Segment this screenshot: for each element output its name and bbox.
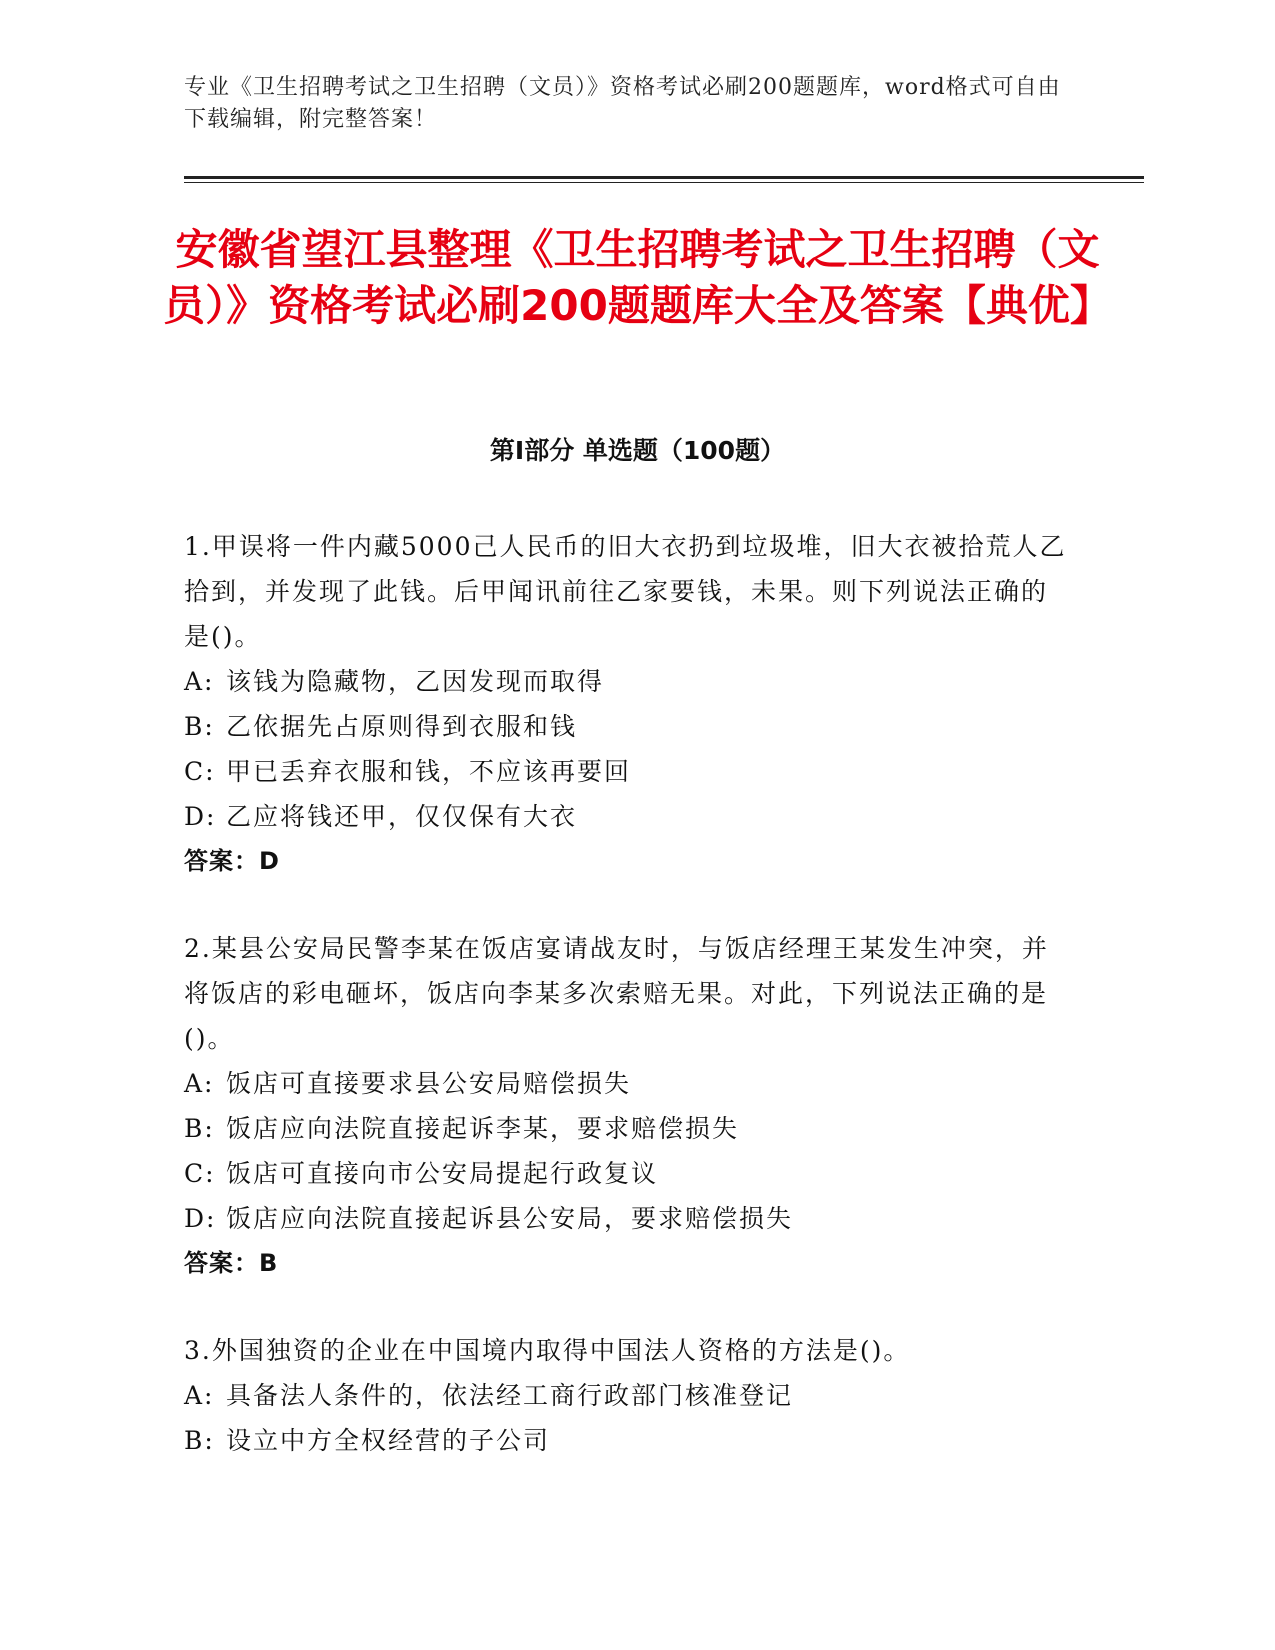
option-text: 乙依据先占原则得到衣服和钱 (226, 712, 578, 741)
question-stem: 1.甲误将一件内藏5000己人民币的旧大衣扔到垃圾堆，旧大衣被拾荒人乙拾到，并发现了此钱。后甲闻讯前往乙家要钱，未果。则下列说法正确的是()。 (184, 532, 1067, 651)
option-key: C: (184, 1159, 216, 1188)
document-title: 安徽省望江县整理《卫生招聘考试之卫生招聘（文员）》资格考试必刷200题题库大全及答案【典优】 (163, 225, 1112, 330)
question-list (184, 524, 1074, 1505)
option-text: 饭店应向法院直接起诉县公安局，要求赔偿损失 (226, 1204, 794, 1233)
option-b (184, 704, 1074, 749)
header-note: 专业《卫生招聘考试之卫生招聘（文员）》资格考试必刷200题题库，word格式可自由下载编辑，附完整答案！ (184, 75, 1061, 132)
option-key: D: (184, 1204, 217, 1233)
option-text: 甲已丢弃衣服和钱，不应该再要回 (226, 757, 632, 786)
option-text: 饭店应向法院直接起诉李某，要求赔偿损失 (226, 1114, 740, 1143)
option-key: C: (184, 757, 216, 786)
question-stem: 3.外国独资的企业在中国境内取得中国法人资格的方法是()。 (184, 1336, 911, 1365)
option-c (184, 1151, 1074, 1196)
option-key: A: (184, 1381, 215, 1410)
option-b (184, 1106, 1074, 1151)
option-b (184, 1418, 1074, 1463)
option-text: 饭店可直接要求县公安局赔偿损失 (226, 1069, 632, 1098)
option-text: 具备法人条件的，依法经工商行政部门核准登记 (226, 1381, 794, 1410)
option-d (184, 794, 1074, 839)
option-a (184, 659, 1074, 704)
option-key: D: (184, 802, 217, 831)
question-3 (184, 1328, 1074, 1463)
option-text: 饭店可直接向市公安局提起行政复议 (226, 1159, 659, 1188)
option-a (184, 1061, 1074, 1106)
option-text: 设立中方全权经营的子公司 (226, 1426, 551, 1455)
option-text: 乙应将钱还甲，仅仅保有大衣 (226, 802, 578, 831)
option-d (184, 1196, 1074, 1241)
option-key: B: (184, 712, 215, 741)
answer-line: 答案：D (184, 847, 280, 875)
header-divider-thin (184, 182, 1144, 183)
option-a (184, 1373, 1074, 1418)
option-c (184, 749, 1074, 794)
option-text: 该钱为隐藏物，乙因发现而取得 (226, 667, 605, 696)
header-divider-thick (184, 176, 1144, 179)
question-1 (184, 524, 1074, 884)
option-key: A: (184, 1069, 215, 1098)
question-2 (184, 926, 1074, 1286)
option-key: B: (184, 1114, 215, 1143)
question-stem: 2.某县公安局民警李某在饭店宴请战友时，与饭店经理王某发生冲突，并将饭店的彩电砸坏，饭店向李某多次索赔无果。对此，下列说法正确的是()。 (184, 934, 1049, 1053)
option-key: A: (184, 667, 215, 696)
option-key: B: (184, 1426, 215, 1455)
answer-line: 答案：B (184, 1249, 279, 1277)
section-title: 第I部分 单选题（100题） (489, 436, 786, 465)
